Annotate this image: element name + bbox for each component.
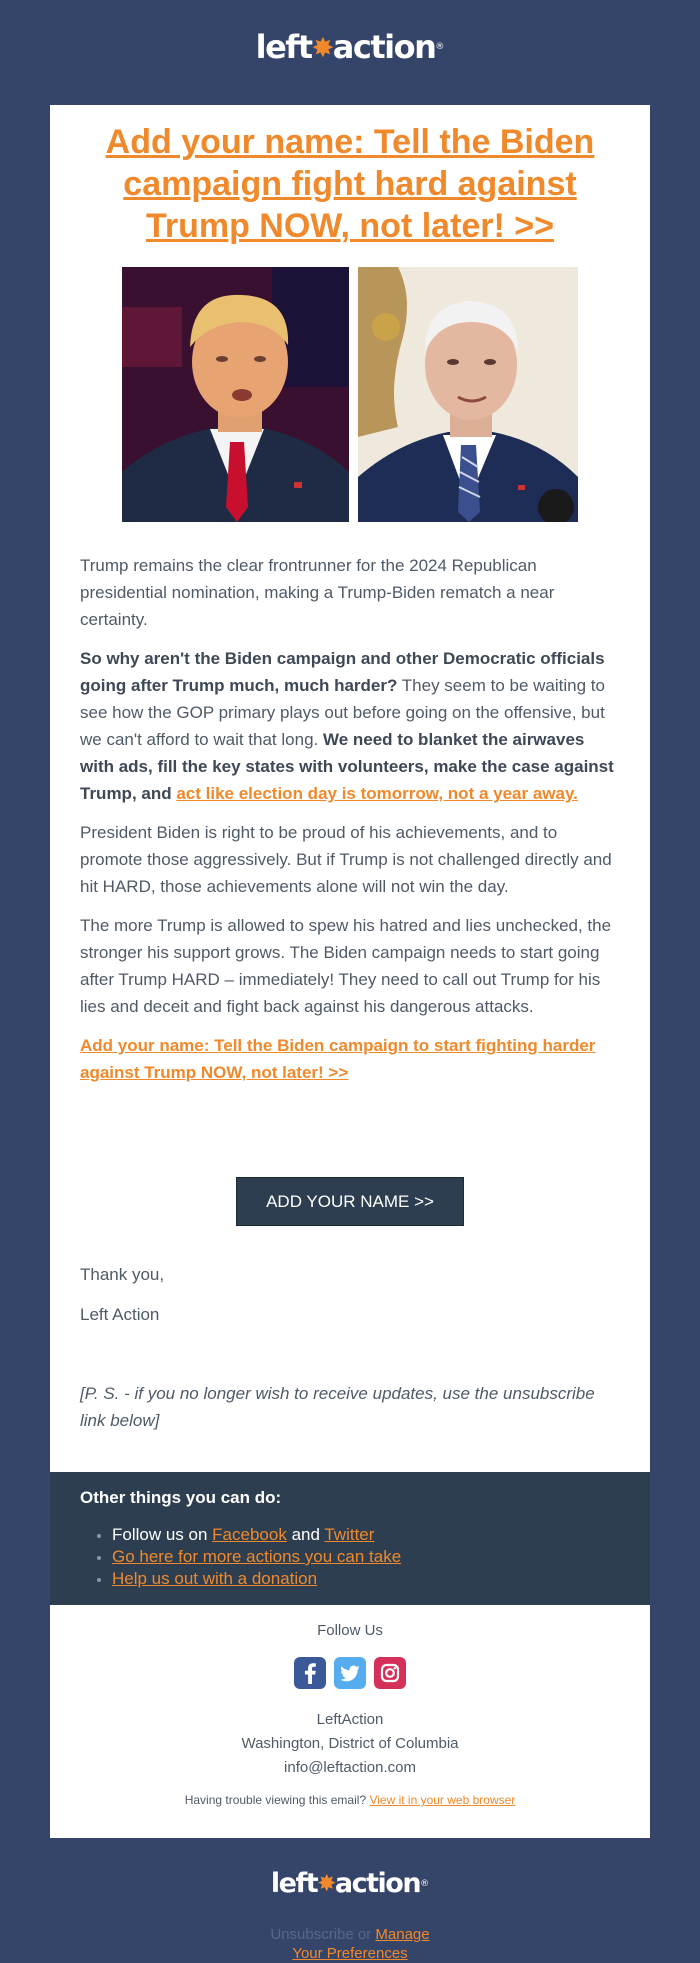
- other-things-section: [50, 1472, 650, 1605]
- other-things-title: Other things you can do:: [80, 1488, 282, 1507]
- email-body: [80, 552, 620, 1098]
- paragraph-why-bold-2: We need to blanket the airwaves with ads, fill the key states with volunteers, make the case against Trump, and: [80, 730, 614, 803]
- footer-card: [50, 1605, 650, 1838]
- biden-portrait-image: [358, 267, 578, 522]
- paragraph-achievements: President Biden is right to be proud of his achievements, and to promote those aggressively. But if Trump is not challenged directly and hit HARD, those achievements alone will not win the day.: [80, 823, 612, 896]
- biden-photo: [358, 267, 578, 522]
- leftaction-logo-footer: [0, 1866, 700, 1902]
- facebook-link[interactable]: Facebook: [212, 1525, 287, 1544]
- signature-name: Left Action: [80, 1305, 160, 1324]
- social-icons: [50, 1657, 650, 1691]
- org-email: info@leftaction.com: [284, 1759, 416, 1776]
- follow-prefix-text: Follow us on: [112, 1525, 213, 1544]
- trouble-viewing-line: [50, 1791, 650, 1809]
- headline: [70, 121, 630, 247]
- donation-link[interactable]: Help us out with a donation: [112, 1569, 318, 1588]
- list-item-follow: [112, 1524, 401, 1546]
- follow-us-label: Follow Us: [317, 1622, 383, 1639]
- paragraph-why-bold: So why aren't the Biden campaign and other Democratic officials going after Trump much, much harder?: [80, 649, 605, 695]
- logo-burst-icon: ✸: [317, 1871, 335, 1897]
- election-day-link[interactable]: act like election day is tomorrow, not a year away.: [176, 784, 578, 803]
- instagram-icon[interactable]: [374, 1657, 406, 1689]
- add-name-text-link[interactable]: Add your name: Tell the Biden campaign to start fighting harder against Trump NOW, not later! >>: [80, 1036, 596, 1082]
- org-location: Washington, District of Columbia: [241, 1735, 459, 1752]
- signoff: [80, 1261, 620, 1341]
- logo-left-text: left: [270, 1868, 318, 1899]
- manage-link[interactable]: Manage: [375, 1926, 430, 1943]
- trump-photo: [122, 267, 349, 522]
- leftaction-logo: [0, 26, 700, 70]
- list-item-actions: [112, 1546, 401, 1568]
- twitter-icon[interactable]: [334, 1657, 366, 1689]
- logo-registered-mark: ®: [420, 1879, 430, 1889]
- logo-burst-icon: ✸: [311, 33, 333, 64]
- paragraph-why: [80, 645, 620, 807]
- logo-registered-mark: ®: [435, 42, 445, 52]
- thank-you-text: Thank you,: [80, 1265, 165, 1284]
- and-text: and: [286, 1525, 325, 1544]
- cta-link-paragraph: [80, 1032, 620, 1086]
- twitter-link[interactable]: Twitter: [324, 1525, 375, 1544]
- paragraph-hatred: The more Trump is allowed to spew his hatred and lies unchecked, the stronger his support grows. The Biden campaign needs to start going after Trump HARD – immediately! They need to call out Trump for his lies and deceit and fight back against his dangerous attacks.: [80, 916, 612, 1016]
- postscript-text: [P. S. - if you no longer wish to receive updates, use the unsubscribe link below]: [80, 1384, 595, 1430]
- view-in-browser-link[interactable]: View it in your web browser: [369, 1793, 516, 1807]
- trump-portrait-image: [122, 267, 349, 522]
- other-things-list: [80, 1524, 401, 1590]
- logo-right-text: action: [332, 28, 436, 66]
- email-main-card: [50, 105, 650, 1472]
- logo-right-text: action: [334, 1868, 421, 1899]
- facebook-icon[interactable]: [294, 1657, 326, 1689]
- trouble-text: Having trouble viewing this email?: [184, 1793, 370, 1807]
- paragraph-frontrunner: Trump remains the clear frontrunner for the 2024 Republican presidential nomination, making a Trump-Biden rematch a near certainty.: [80, 556, 555, 629]
- list-item-donate: [112, 1568, 401, 1590]
- paragraph-why-text: They seem to be waiting to see how the GOP primary plays out before going on the offensive, but we can't afford to wait that long.: [80, 676, 605, 749]
- unsubscribe-line: [0, 1925, 700, 1963]
- add-your-name-button[interactable]: ADD YOUR NAME >>: [236, 1177, 464, 1226]
- unsubscribe-text[interactable]: Unsubscribe or: [270, 1926, 376, 1943]
- preferences-link[interactable]: Your Preferences: [292, 1945, 408, 1962]
- logo-left-text: left: [255, 28, 312, 66]
- org-name: LeftAction: [316, 1711, 384, 1728]
- more-actions-link[interactable]: Go here for more actions you can take: [112, 1547, 402, 1566]
- headline-link[interactable]: Add your name: Tell the Biden campaign fight hard against Trump NOW, not later! >>: [105, 123, 595, 245]
